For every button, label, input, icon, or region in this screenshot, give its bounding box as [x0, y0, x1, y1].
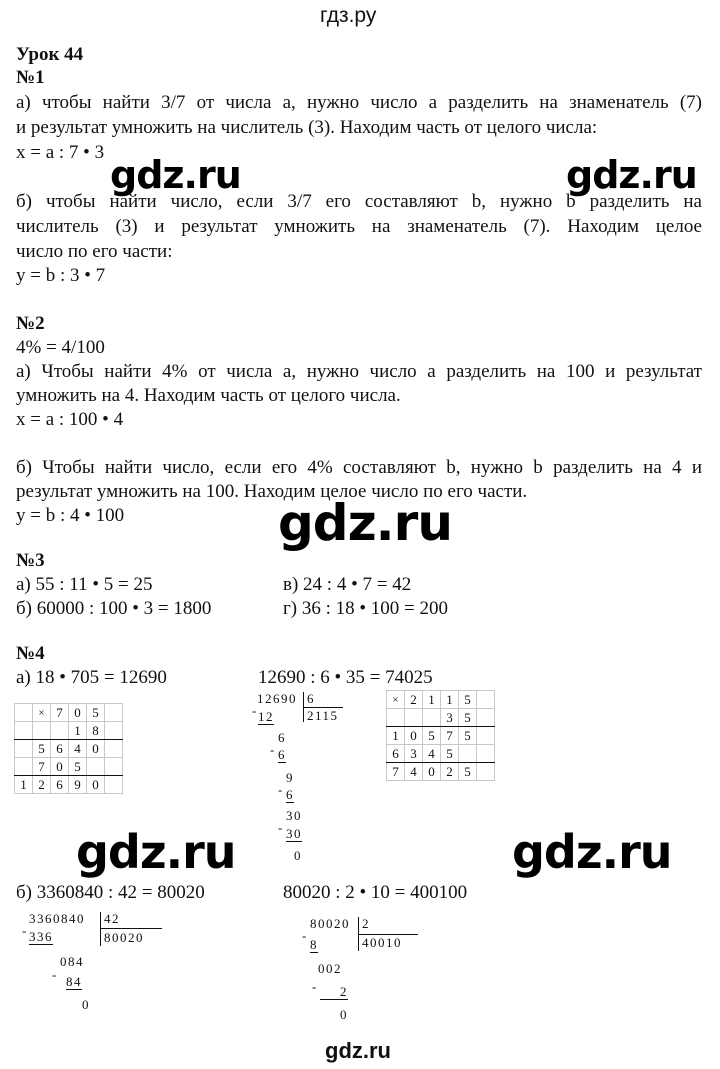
- task3-v: в) 24 : 4 • 7 = 42: [283, 574, 412, 595]
- site-footer: gdz.ru: [325, 1038, 391, 1063]
- watermark: gdz.ru: [512, 825, 672, 879]
- task2-b-line2: результат умножить на 100. Находим целое число по его части.: [16, 481, 528, 502]
- task3-b: б) 60000 : 100 • 3 = 1800: [16, 598, 212, 619]
- task2-line0: 4% = 4/100: [16, 337, 105, 358]
- watermark: gdz.ru: [566, 153, 697, 197]
- task1-b-line3: число по его части:: [16, 241, 173, 262]
- task2-a-formula: x = a : 100 • 4: [16, 409, 124, 430]
- task1-b-line2: числитель (3) и результат умножить на знаменатель (7). Находим целое: [16, 216, 702, 237]
- task2-b-formula: y = b : 4 • 100: [16, 505, 125, 526]
- watermark: gdz.ru: [76, 825, 236, 879]
- site-header: гдз.ру: [320, 4, 377, 27]
- task2-b-line1: б) Чтобы найти число, если его 4% составляют b, нужно b разделить на 4 и: [16, 457, 702, 478]
- task2-number: №2: [16, 313, 45, 334]
- mult-grid-1: × 7 0 5 1 8 5 6 4 0 7 0 5 1 2 6 9 0: [14, 703, 123, 794]
- lesson-title: Урок 44: [16, 44, 84, 65]
- task4-a-eq1: а) 18 • 705 = 12690: [16, 667, 167, 688]
- task3-a: а) 55 : 11 • 5 = 25: [16, 574, 153, 595]
- task1-a-formula: x = a : 7 • 3: [16, 142, 105, 163]
- task1-b-line1: б) чтобы найти число, если 3/7 его составляют b, нужно b разделить на: [16, 191, 702, 212]
- task4-a-eq2: 12690 : 6 • 35 = 74025: [258, 667, 433, 688]
- watermark: gdz.ru: [278, 494, 452, 552]
- task3-g: г) 36 : 18 • 100 = 200: [283, 598, 449, 619]
- task1-a-line1: а) чтобы найти 3/7 от числа a, нужно число a разделить на знаменатель (7): [16, 92, 702, 113]
- task4-b-eq1: б) 3360840 : 42 = 80020: [16, 882, 205, 903]
- task1-a-line2: и результат умножить на числитель (3). Находим часть от целого числа:: [16, 117, 598, 138]
- mult-grid-2: × 2 1 1 5 3 5 1 0 5 7 5 6 3 4 5 7 4 0 2 5: [386, 690, 495, 781]
- task2-a-line1: а) Чтобы найти 4% от числа a, нужно число a разделить на 100 и результат: [16, 361, 702, 382]
- task2-a-line2: умножить на 4. Находим часть от целого числа.: [16, 385, 401, 406]
- task3-number: №3: [16, 550, 45, 571]
- task1-number: №1: [16, 67, 45, 88]
- watermark: gdz.ru: [110, 153, 241, 197]
- task4-b-eq2: 80020 : 2 • 10 = 400100: [283, 882, 468, 903]
- task1-b-formula: y = b : 3 • 7: [16, 265, 106, 286]
- task4-number: №4: [16, 643, 45, 664]
